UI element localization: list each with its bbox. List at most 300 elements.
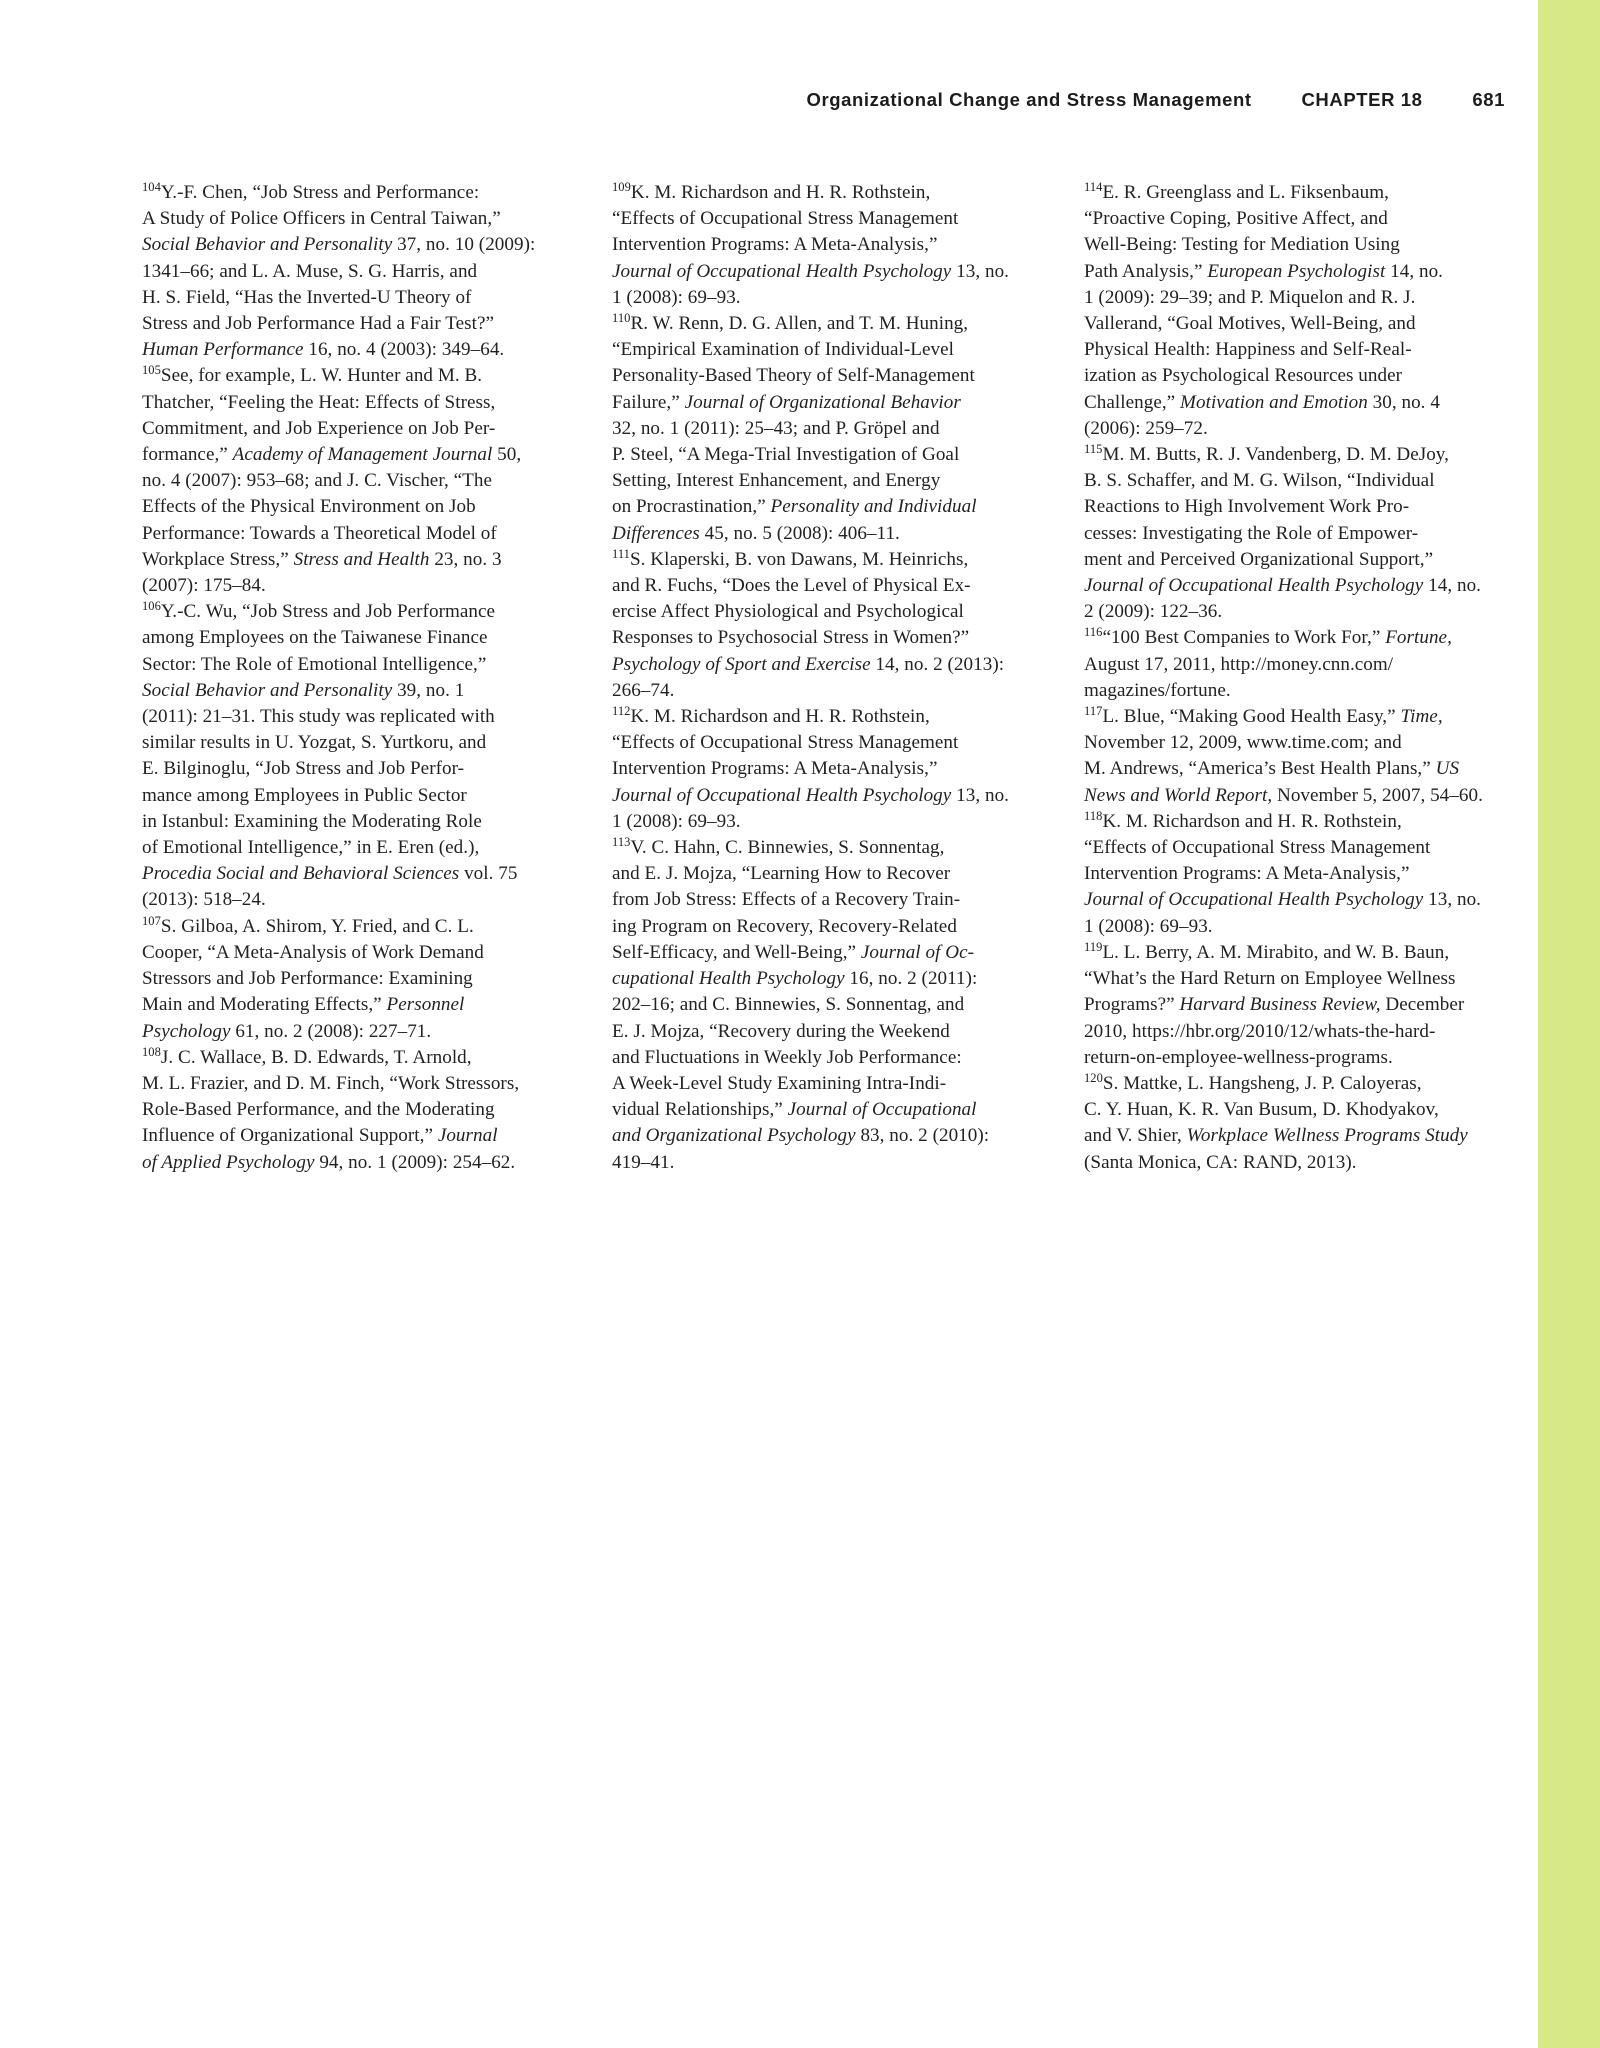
- endnote-line: [142, 180, 567, 206]
- endnote-text: M. Andrews, “America’s Best Health Plans,”: [1084, 758, 1436, 780]
- endnote-text: Setting, Interest Enhancement, and Energy: [612, 470, 941, 492]
- endnote-117: [1084, 704, 1509, 809]
- endnote-text: V. C. Hahn, C. Binnewies, S. Sonnentag,: [630, 837, 945, 859]
- endnote-line: [612, 1123, 1037, 1149]
- endnote-text: and R. Fuchs, “Does the Level of Physical Ex-: [612, 575, 971, 597]
- endnote-number: 115: [1084, 442, 1103, 457]
- endnote-text: Physical Health: Happiness and Self-Real-: [1084, 339, 1412, 361]
- endnote-italic-text: Human Performance: [142, 339, 304, 361]
- endnote-italic-text: Motivation and Emotion: [1180, 391, 1368, 413]
- endnote-italic-text: Harvard Business Review,: [1179, 994, 1381, 1016]
- endnote-text: return-on-employee-wellness-programs.: [1084, 1046, 1393, 1068]
- endnote-114: [1084, 180, 1509, 442]
- endnote-text: November 5, 2007, 54–60.: [1272, 784, 1483, 806]
- endnote-text: November 12, 2009, www.time.com; and: [1084, 732, 1402, 754]
- endnote-line: [142, 1019, 567, 1045]
- endnote-text: 1 (2008): 69–93.: [1084, 915, 1213, 937]
- endnote-line: [1084, 180, 1509, 206]
- endnote-text: K. M. Richardson and H. R. Rothstein,: [630, 706, 930, 728]
- endnote-line: [612, 573, 1037, 599]
- endnote-line: [1084, 914, 1509, 940]
- endnote-line: [142, 914, 567, 940]
- endnote-line: [1084, 1045, 1509, 1071]
- endnote-text: Intervention Programs: A Meta-Analysis,”: [612, 234, 938, 256]
- endnote-line: [142, 1071, 567, 1097]
- endnote-line: [142, 337, 567, 363]
- endnote-text: M. L. Frazier, and D. M. Finch, “Work Stressors,: [142, 1072, 520, 1094]
- endnote-line: [1084, 232, 1509, 258]
- endnote-line: [612, 861, 1037, 887]
- endnote-text: mance among Employees in Public Sector: [142, 784, 467, 806]
- endnote-number: 112: [612, 704, 631, 719]
- endnote-text: E. J. Mojza, “Recovery during the Weekend: [612, 1020, 950, 1042]
- endnote-line: [1084, 468, 1509, 494]
- endnote-italic-text: Personnel: [386, 994, 465, 1016]
- endnote-line: [1084, 494, 1509, 520]
- endnote-text: 266–74.: [612, 679, 675, 701]
- endnote-number: 107: [142, 913, 161, 928]
- endnote-text: “Effects of Occupational Stress Management: [612, 208, 959, 230]
- endnote-text: Self-Efficacy, and Well-Being,”: [612, 941, 861, 963]
- endnote-line: [612, 730, 1037, 756]
- endnote-line: [142, 363, 567, 389]
- endnote-text: 13, no.: [951, 260, 1009, 282]
- endnote-112: [612, 704, 1037, 835]
- endnote-italic-text: Journal of Occupational Health Psychology: [612, 260, 952, 282]
- endnote-line: [612, 232, 1037, 258]
- endnote-109: [612, 180, 1037, 311]
- endnote-text: 14, no.: [1423, 575, 1481, 597]
- endnote-text: 1 (2008): 69–93.: [612, 286, 741, 308]
- endnote-text: (2013): 518–24.: [142, 889, 266, 911]
- endnote-italic-text: and Organizational Psychology: [612, 1125, 856, 1147]
- endnote-line: [1084, 573, 1509, 599]
- endnote-line: [1084, 809, 1509, 835]
- endnote-number: 116: [1084, 625, 1103, 640]
- endnote-111: [612, 547, 1037, 704]
- endnote-text: Intervention Programs: A Meta-Analysis,”: [612, 758, 938, 780]
- endnote-text: Intervention Programs: A Meta-Analysis,”: [1084, 863, 1410, 885]
- endnote-text: of Emotional Intelligence,” in E. Eren (ed.),: [142, 837, 480, 859]
- endnote-text: Reactions to High Involvement Work Pro-: [1084, 496, 1410, 518]
- endnote-number: 118: [1084, 809, 1103, 823]
- endnote-line: [1084, 861, 1509, 887]
- endnote-line: [612, 311, 1037, 337]
- endnote-italic-text: Psychology of Sport and Exercise: [612, 653, 871, 675]
- endnote-line: [1084, 625, 1509, 651]
- endnote-line: [1084, 442, 1509, 468]
- endnote-text: E. R. Greenglass and L. Fiksenbaum,: [1102, 182, 1389, 203]
- endnote-text: 419–41.: [612, 1151, 675, 1173]
- endnote-text: cesses: Investigating the Role of Empower-: [1084, 522, 1419, 544]
- endnote-text: L. Blue, “Making Good Health Easy,”: [1102, 706, 1401, 728]
- endnote-text: 23, no. 3: [429, 548, 502, 570]
- endnote-text: 30, no. 4: [1367, 391, 1440, 413]
- endnote-number: 105: [142, 363, 161, 378]
- endnote-text: M. M. Butts, R. J. Vandenberg, D. M. DeJoy,: [1102, 444, 1449, 466]
- endnote-text: “Effects of Occupational Stress Management: [612, 732, 959, 754]
- endnote-line: [612, 547, 1037, 573]
- endnote-text: (2006): 259–72.: [1084, 417, 1208, 439]
- endnote-line: [612, 940, 1037, 966]
- endnote-line: [612, 1045, 1037, 1071]
- endnote-text: 16, no. 4 (2003): 349–64.: [303, 339, 505, 361]
- endnote-text: H. S. Field, “Has the Inverted-U Theory of: [142, 286, 472, 308]
- endnote-text: ment and Perceived Organizational Support,”: [1084, 548, 1434, 570]
- endnote-line: [612, 468, 1037, 494]
- endnote-text: “Empirical Examination of Individual-Level: [612, 339, 954, 361]
- endnote-number: 110: [612, 311, 631, 326]
- endnote-text: 32, no. 1 (2011): 25–43; and P. Gröpel and: [612, 417, 940, 439]
- endnote-line: [612, 992, 1037, 1018]
- endnotes-column-2: [612, 180, 1037, 1176]
- endnote-line: [1084, 704, 1509, 730]
- endnote-line: [612, 1097, 1037, 1123]
- endnote-text: 14, no.: [1385, 260, 1444, 282]
- endnote-text: Y.-C. Wu, “Job Stress and Job Performance: [160, 601, 496, 623]
- endnote-line: [1084, 1097, 1509, 1123]
- endnote-line: [1084, 1071, 1509, 1097]
- endnote-line: [1084, 678, 1509, 704]
- endnote-line: [142, 442, 567, 468]
- endnote-text: C. Y. Huan, K. R. Van Busum, D. Khodyakov,: [1084, 1099, 1439, 1121]
- endnote-italic-text: Social Behavior and Personality: [142, 679, 393, 701]
- endnote-text: Programs?”: [1084, 994, 1180, 1016]
- endnote-text: no. 4 (2007): 953–68; and J. C. Vischer, “The: [142, 470, 492, 492]
- endnote-text: 202–16; and C. Binnewies, S. Sonnentag, and: [612, 994, 965, 1016]
- endnote-line: [142, 390, 567, 416]
- endnote-line: [612, 363, 1037, 389]
- endnote-text: ing Program on Recovery, Recovery-Related: [612, 915, 957, 937]
- endnote-line: [612, 337, 1037, 363]
- endnote-text: K. M. Richardson and H. R. Rothstein,: [1102, 810, 1402, 832]
- endnote-text: 61, no. 2 (2008): 227–71.: [230, 1020, 432, 1042]
- endnote-text: (2007): 175–84.: [142, 575, 266, 597]
- chapter-label: CHAPTER 18: [1301, 89, 1423, 110]
- endnote-line: [142, 468, 567, 494]
- endnote-text: Role-Based Performance, and the Moderating: [142, 1099, 495, 1121]
- endnote-text: S. Gilboa, A. Shirom, Y. Fried, and C. L.: [160, 915, 474, 937]
- endnote-line: [1084, 652, 1509, 678]
- endnote-line: [142, 652, 567, 678]
- endnote-line: [1084, 887, 1509, 913]
- endnote-text: Challenge,”: [1084, 391, 1181, 413]
- endnote-108: [142, 1045, 567, 1176]
- endnote-line: [612, 494, 1037, 520]
- endnote-106: [142, 599, 567, 913]
- endnote-line: [142, 1097, 567, 1123]
- endnote-text: similar results in U. Yozgat, S. Yurtkoru, and: [142, 732, 487, 754]
- endnote-text: magazines/fortune.: [1084, 679, 1231, 701]
- endnote-text: Workplace Stress,”: [142, 548, 294, 570]
- endnote-italic-text: US: [1435, 758, 1460, 780]
- endnote-italic-text: Differences: [612, 522, 700, 544]
- endnote-text: (2011): 21–31. This study was replicated with: [142, 706, 495, 728]
- endnote-text: See, for example, L. W. Hunter and M. B.: [160, 365, 483, 387]
- endnote-number: 108: [142, 1044, 161, 1059]
- endnote-text: on Procrastination,”: [612, 496, 771, 518]
- endnote-line: [612, 521, 1037, 547]
- endnote-text: 1 (2009): 29–39; and P. Miquelon and R. J.: [1084, 286, 1416, 308]
- endnote-text: 2 (2009): 122–36.: [1084, 601, 1223, 623]
- endnote-text: 13, no.: [951, 784, 1009, 806]
- endnote-line: [1084, 285, 1509, 311]
- endnote-line: [142, 992, 567, 1018]
- endnote-line: [1084, 966, 1509, 992]
- endnote-italic-text: Stress and Health: [293, 548, 430, 570]
- endnote-line: [142, 940, 567, 966]
- endnote-italic-text: Journal: [437, 1125, 498, 1147]
- endnote-113: [612, 835, 1037, 1176]
- endnote-line: [612, 835, 1037, 861]
- endnote-text: 16, no. 2 (2011):: [844, 968, 978, 990]
- endnote-text: R. W. Renn, D. G. Allen, and T. M. Huning,: [630, 313, 969, 335]
- endnote-italic-text: Fortune,: [1385, 627, 1452, 649]
- endnote-line: [142, 416, 567, 442]
- endnote-text: (Santa Monica, CA: RAND, 2013).: [1084, 1151, 1357, 1173]
- endnote-text: December: [1380, 994, 1465, 1016]
- endnote-text: Stressors and Job Performance: Examining: [142, 968, 473, 990]
- endnote-line: [142, 756, 567, 782]
- endnote-text: Well-Being: Testing for Mediation Using: [1084, 234, 1400, 256]
- endnote-line: [1084, 992, 1509, 1018]
- endnote-line: [612, 652, 1037, 678]
- endnote-line: [1084, 363, 1509, 389]
- endnote-text: 94, no. 1 (2009): 254–62.: [314, 1151, 516, 1173]
- endnote-text: Failure,”: [612, 391, 685, 413]
- endnote-line: [612, 809, 1037, 835]
- endnote-text: K. M. Richardson and H. R. Rothstein,: [630, 182, 931, 203]
- endnote-line: [142, 259, 567, 285]
- endnote-number: 119: [1084, 940, 1103, 955]
- endnote-line: [612, 1071, 1037, 1097]
- endnote-line: [142, 547, 567, 573]
- endnote-text: 37, no. 10 (2009):: [392, 234, 536, 256]
- endnote-text: ization as Psychological Resources under: [1084, 365, 1403, 387]
- endnote-text: and E. J. Mojza, “Learning How to Recover: [612, 863, 951, 885]
- endnote-italic-text: News and World Report,: [1084, 784, 1273, 806]
- endnote-line: [612, 285, 1037, 311]
- endnote-text: vidual Relationships,”: [612, 1099, 788, 1121]
- endnote-line: [1084, 730, 1509, 756]
- endnote-line: [1084, 337, 1509, 363]
- endnote-line: [1084, 521, 1509, 547]
- endnote-line: [612, 442, 1037, 468]
- endnote-line: [612, 625, 1037, 651]
- endnote-line: [612, 259, 1037, 285]
- endnote-line: [142, 809, 567, 835]
- endnote-text: Y.-F. Chen, “Job Stress and Performance:: [160, 182, 480, 203]
- endnote-text: Path Analysis,”: [1084, 260, 1208, 282]
- endnote-line: [142, 966, 567, 992]
- endnote-line: [1084, 206, 1509, 232]
- endnote-text: Sector: The Role of Emotional Intelligence,”: [142, 653, 487, 675]
- endnote-text: “What’s the Hard Return on Employee Wellness: [1084, 968, 1456, 990]
- endnote-italic-text: Personality and Individual: [770, 496, 977, 518]
- endnote-text: Main and Moderating Effects,”: [142, 994, 387, 1016]
- endnote-text: 45, no. 5 (2008): 406–11.: [699, 522, 900, 544]
- endnote-text: Performance: Towards a Theoretical Model of: [142, 522, 497, 544]
- endnote-line: [142, 678, 567, 704]
- endnote-line: [612, 966, 1037, 992]
- chapter-title: Organizational Change and Stress Management: [806, 89, 1252, 110]
- endnote-italic-text: Procedia Social and Behavioral Sciences: [142, 863, 460, 885]
- endnote-text: 39, no. 1: [392, 679, 465, 701]
- endnote-line: [612, 756, 1037, 782]
- endnote-line: [142, 1150, 567, 1176]
- endnote-119: [1084, 940, 1509, 1071]
- endnote-line: [1084, 259, 1509, 285]
- endnote-line: [1084, 783, 1509, 809]
- endnote-line: [612, 678, 1037, 704]
- endnote-118: [1084, 809, 1509, 940]
- endnote-italic-text: Journal of Occupational: [787, 1099, 977, 1121]
- endnote-116: [1084, 625, 1509, 704]
- endnote-text: Thatcher, “Feeling the Heat: Effects of Stress,: [142, 391, 496, 413]
- endnote-110: [612, 311, 1037, 547]
- endnote-italic-text: Time,: [1400, 706, 1443, 728]
- endnote-line: [1084, 1019, 1509, 1045]
- endnote-number: 120: [1084, 1071, 1103, 1086]
- page-number: 681: [1472, 89, 1505, 110]
- endnote-text: 14, no. 2 (2013):: [870, 653, 1005, 675]
- endnote-text: Vallerand, “Goal Motives, Well-Being, and: [1084, 313, 1416, 335]
- endnote-line: [1084, 311, 1509, 337]
- endnote-text: A Study of Police Officers in Central Taiwan,”: [142, 208, 501, 230]
- endnote-italic-text: European Psychologist: [1207, 260, 1386, 282]
- endnote-line: [142, 599, 567, 625]
- endnote-line: [142, 783, 567, 809]
- endnote-text: 2010, https://hbr.org/2010/12/whats-the-hard-: [1084, 1020, 1436, 1042]
- endnote-line: [612, 416, 1037, 442]
- endnote-italic-text: of Applied Psychology: [142, 1151, 315, 1173]
- endnote-text: B. S. Schaffer, and M. G. Wilson, “Individual: [1084, 470, 1435, 492]
- endnote-107: [142, 914, 567, 1045]
- endnote-line: [1084, 835, 1509, 861]
- endnote-line: [1084, 756, 1509, 782]
- endnote-line: [142, 835, 567, 861]
- endnote-italic-text: Social Behavior and Personality: [142, 234, 393, 256]
- endnotes-column-3: [1084, 180, 1509, 1176]
- endnote-number: 113: [612, 835, 631, 850]
- endnote-line: [142, 704, 567, 730]
- endnote-text: Stress and Job Performance Had a Fair Test?”: [142, 313, 495, 335]
- endnote-line: [1084, 1150, 1509, 1176]
- endnote-number: 111: [612, 546, 630, 561]
- endnote-line: [142, 311, 567, 337]
- endnote-line: [1084, 416, 1509, 442]
- endnote-105: [142, 363, 567, 599]
- endnote-line: [612, 1150, 1037, 1176]
- endnote-line: [142, 206, 567, 232]
- endnote-line: [142, 861, 567, 887]
- endnote-text: 13, no.: [1423, 889, 1481, 911]
- endnote-text: S. Mattke, L. Hangsheng, J. P. Caloyeras,: [1102, 1072, 1422, 1094]
- endnote-text: in Istanbul: Examining the Moderating Role: [142, 810, 482, 832]
- endnote-line: [142, 232, 567, 258]
- endnote-text: from Job Stress: Effects of a Recovery Train-: [612, 889, 961, 911]
- endnote-text: 83, no. 2 (2010):: [855, 1125, 990, 1147]
- endnote-italic-text: Journal of Oc-: [860, 941, 975, 963]
- endnote-text: L. L. Berry, A. M. Mirabito, and W. B. Baun,: [1102, 941, 1450, 963]
- endnote-text: and V. Shier,: [1084, 1125, 1187, 1147]
- endnote-line: [142, 285, 567, 311]
- endnote-italic-text: Journal of Occupational Health Psychology: [1084, 889, 1424, 911]
- endnote-115: [1084, 442, 1509, 625]
- endnote-line: [612, 180, 1037, 206]
- endnote-text: S. Klaperski, B. von Dawans, M. Heinrichs,: [629, 548, 969, 570]
- endnote-120: [1084, 1071, 1509, 1176]
- endnote-line: [142, 625, 567, 651]
- endnote-line: [612, 704, 1037, 730]
- endnote-line: [142, 1123, 567, 1149]
- endnote-italic-text: Workplace Wellness Programs Study: [1186, 1125, 1468, 1147]
- endnote-number: 104: [142, 180, 161, 195]
- endnotes-column-1: [142, 180, 567, 1176]
- endnote-text: Effects of the Physical Environment on Job: [142, 496, 476, 518]
- endnote-line: [612, 914, 1037, 940]
- endnote-italic-text: Academy of Management Journal: [232, 444, 493, 466]
- endnote-italic-text: Journal of Occupational Health Psychology: [612, 784, 952, 806]
- endnote-number: 109: [612, 180, 631, 195]
- endnote-number: 114: [1084, 180, 1103, 195]
- endnote-line: [612, 887, 1037, 913]
- endnote-text: 50,: [492, 444, 522, 466]
- endnote-text: P. Steel, “A Mega-Trial Investigation of Goal: [612, 444, 960, 466]
- endnote-line: [1084, 599, 1509, 625]
- endnote-line: [142, 1045, 567, 1071]
- endnote-text: formance,”: [142, 444, 233, 466]
- endnote-text: Influence of Organizational Support,”: [142, 1125, 438, 1147]
- endnote-text: ercise Affect Physiological and Psychological: [612, 601, 964, 623]
- endnote-line: [142, 730, 567, 756]
- endnote-text: vol. 75: [459, 863, 518, 885]
- endnote-line: [1084, 547, 1509, 573]
- endnote-text: Responses to Psychosocial Stress in Women?”: [612, 627, 970, 649]
- endnote-line: [612, 783, 1037, 809]
- endnote-text: 1341–66; and L. A. Muse, S. G. Harris, and: [142, 260, 478, 282]
- endnote-line: [612, 599, 1037, 625]
- endnote-text: A Week-Level Study Examining Intra-Indi-: [612, 1072, 947, 1094]
- endnote-text: 1 (2008): 69–93.: [612, 810, 741, 832]
- endnote-text: and Fluctuations in Weekly Job Performance:: [612, 1046, 962, 1068]
- endnote-text: “Proactive Coping, Positive Affect, and: [1084, 208, 1388, 230]
- side-color-band: [1538, 0, 1600, 2048]
- endnote-line: [1084, 390, 1509, 416]
- endnote-line: [1084, 1123, 1509, 1149]
- endnote-line: [612, 390, 1037, 416]
- endnote-text: J. C. Wallace, B. D. Edwards, T. Arnold,: [160, 1046, 472, 1068]
- running-header: [806, 89, 1505, 111]
- endnote-number: 117: [1084, 704, 1103, 719]
- endnote-text: Personality-Based Theory of Self-Management: [612, 365, 975, 387]
- endnote-line: [612, 206, 1037, 232]
- endnote-line: [612, 1019, 1037, 1045]
- endnote-text: Commitment, and Job Experience on Job Per-: [142, 417, 496, 439]
- endnote-text: among Employees on the Taiwanese Finance: [142, 627, 488, 649]
- endnote-line: [142, 573, 567, 599]
- endnote-104: [142, 180, 567, 363]
- endnote-line: [1084, 940, 1509, 966]
- endnote-line: [142, 521, 567, 547]
- endnote-text: Cooper, “A Meta-Analysis of Work Demand: [142, 941, 484, 963]
- endnote-italic-text: cupational Health Psychology: [612, 968, 845, 990]
- endnote-text: “100 Best Companies to Work For,”: [1102, 627, 1386, 649]
- endnote-text: August 17, 2011, http://money.cnn.com/: [1084, 653, 1394, 675]
- endnote-number: 106: [142, 599, 161, 614]
- endnote-text: E. Bilginoglu, “Job Stress and Job Perfor-: [142, 758, 465, 780]
- endnote-italic-text: Psychology: [142, 1020, 231, 1042]
